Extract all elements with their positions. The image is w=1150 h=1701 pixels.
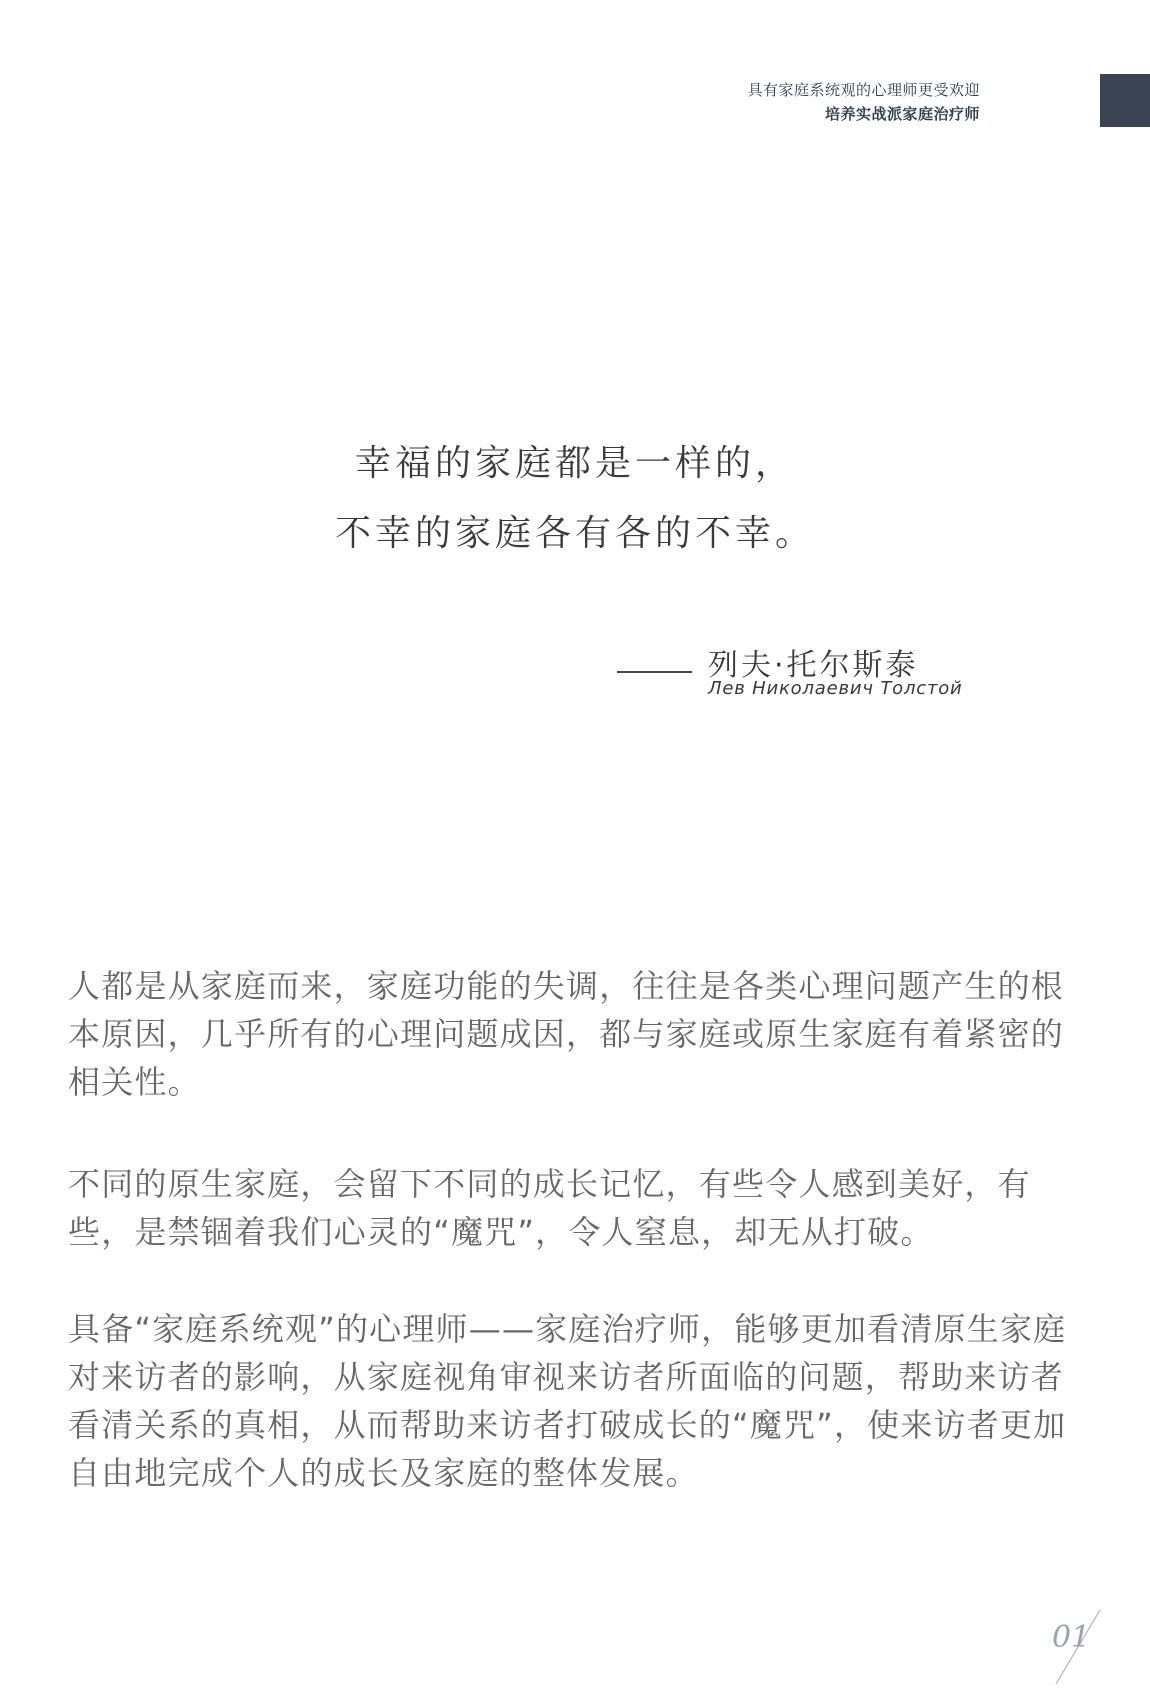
header-subtitle: 具有家庭系统观的心理师更受欢迎	[747, 81, 980, 99]
quote-line-1: 幸福的家庭都是一样的，	[354, 443, 795, 484]
header-title: 培养实战派家庭治疗师	[824, 105, 980, 123]
quote-author-cn: 列夫·托尔斯泰	[708, 648, 919, 683]
page-header	[380, 78, 980, 126]
attribution-dash	[617, 671, 692, 673]
paragraph-1: 人都是从家庭而来，家庭功能的失调，往往是各类心理问题产生的根本原因，几乎所有的心理问题成因，都与家庭或原生家庭有着紧密的相关性。	[68, 967, 1065, 1101]
header-accent-block	[1100, 74, 1150, 127]
quote-line-2: 不幸的家庭各有各的不幸。	[334, 513, 815, 554]
paragraph-2: 不同的原生家庭，会留下不同的成长记忆，有些令人感到美好，有些，是禁锢着我们心灵的“魔咒”，令人窒息，却无从打破。	[68, 1165, 1031, 1251]
page-number: 01	[1052, 1620, 1091, 1655]
paragraph-3: 具备“家庭系统观”的心理师——家庭治疗师，能够更加看清原生家庭对来访者的影响，从家庭视角审视来访者所面临的问题，帮助来访者看清关系的真相，从而帮助来访者打破成长的“魔咒”，使来访者更加自由地完成个人的成长及家庭的整体发展。	[68, 1310, 1067, 1492]
quote-author-ru: Лев Николаевич Толстой	[708, 678, 963, 699]
